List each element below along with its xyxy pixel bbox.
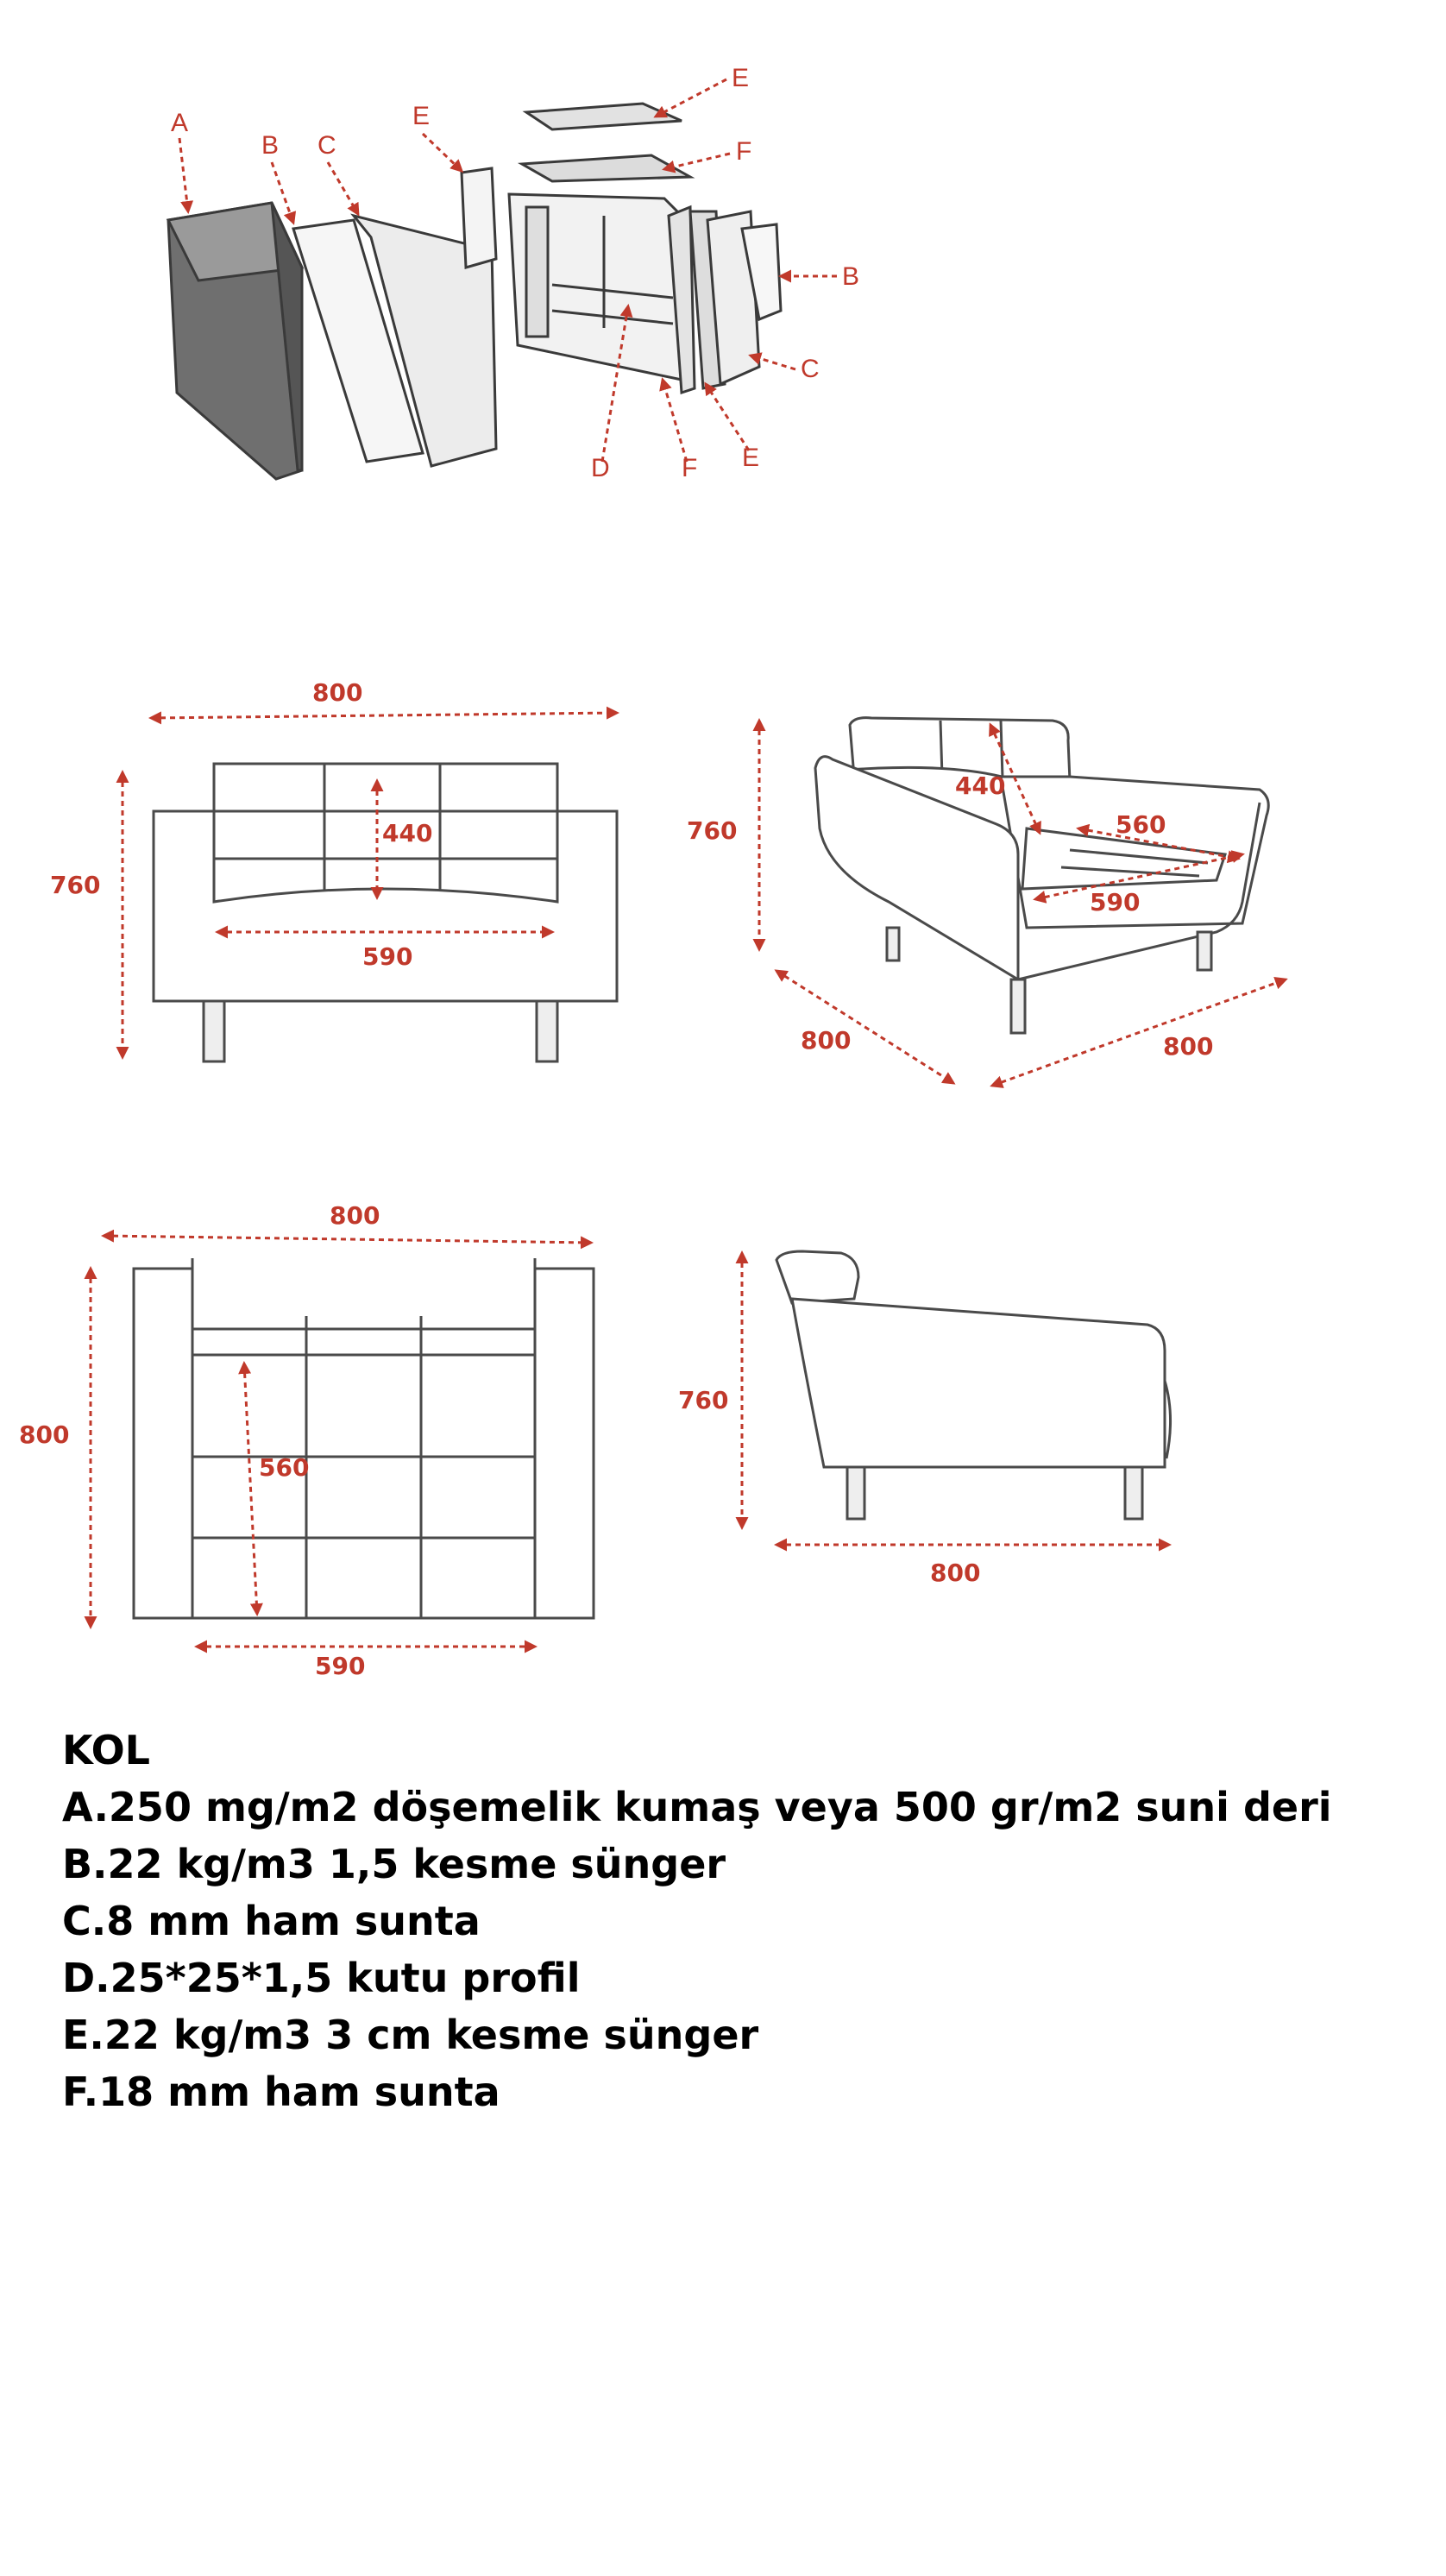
label-d: D <box>591 454 610 482</box>
label-a: A <box>171 109 189 137</box>
front-width-label: 800 <box>312 678 363 707</box>
exploded-view <box>168 104 781 479</box>
spec-item-d: D.25*25*1,5 kutu profil <box>62 1955 581 2001</box>
label-f-bottom: F <box>682 454 698 482</box>
top-view <box>134 1258 594 1618</box>
top-width-label: 800 <box>330 1201 380 1230</box>
specs-title: KOL <box>62 1727 150 1773</box>
spec-item-b: B.22 kg/m3 1,5 kesme sünger <box>62 1841 726 1887</box>
side-depth-label: 800 <box>930 1559 981 1587</box>
label-e-top: E <box>732 64 750 92</box>
label-b-right: B <box>842 262 860 291</box>
top-seat-width-label: 590 <box>315 1652 366 1680</box>
perspective-seat-depth-label: 560 <box>1116 810 1166 839</box>
spec-item-c: C.8 mm ham sunta <box>62 1898 481 1944</box>
spec-item-e: E.22 kg/m3 3 cm kesme sünger <box>62 2012 759 2058</box>
perspective-view <box>815 718 1268 1033</box>
part-d-frame <box>509 194 682 380</box>
label-c-right: C <box>801 355 820 383</box>
spec-item-f: F.18 mm ham sunta <box>62 2069 500 2115</box>
side-height-label: 760 <box>678 1386 729 1414</box>
spec-item-a: A.250 mg/m2 döşemelik kumaş veya 500 gr/m2 suni deri <box>62 1784 1332 1830</box>
label-f-top: F <box>736 137 752 166</box>
perspective-back-label: 440 <box>955 772 1006 800</box>
material-specifications <box>62 1722 1408 2120</box>
part-e-strip-upper <box>462 168 496 268</box>
perspective-seat-width-label: 590 <box>1090 888 1141 916</box>
front-back-label: 440 <box>382 819 433 847</box>
part-a-upholstery-block <box>168 203 302 479</box>
perspective-depth-label: 800 <box>801 1026 852 1055</box>
label-b-left: B <box>261 131 280 160</box>
perspective-height-label: 760 <box>687 816 738 845</box>
front-height-label: 760 <box>50 871 101 899</box>
front-view <box>154 764 617 1061</box>
label-e-bottom: E <box>742 444 760 472</box>
perspective-width-label: 800 <box>1163 1032 1214 1061</box>
top-seat-depth-label: 560 <box>259 1453 310 1482</box>
top-depth-label: 800 <box>19 1420 70 1449</box>
side-view <box>776 1251 1171 1519</box>
front-seat-label: 590 <box>362 942 413 971</box>
label-c-left: C <box>317 131 336 160</box>
label-e-upper-left: E <box>412 102 431 130</box>
